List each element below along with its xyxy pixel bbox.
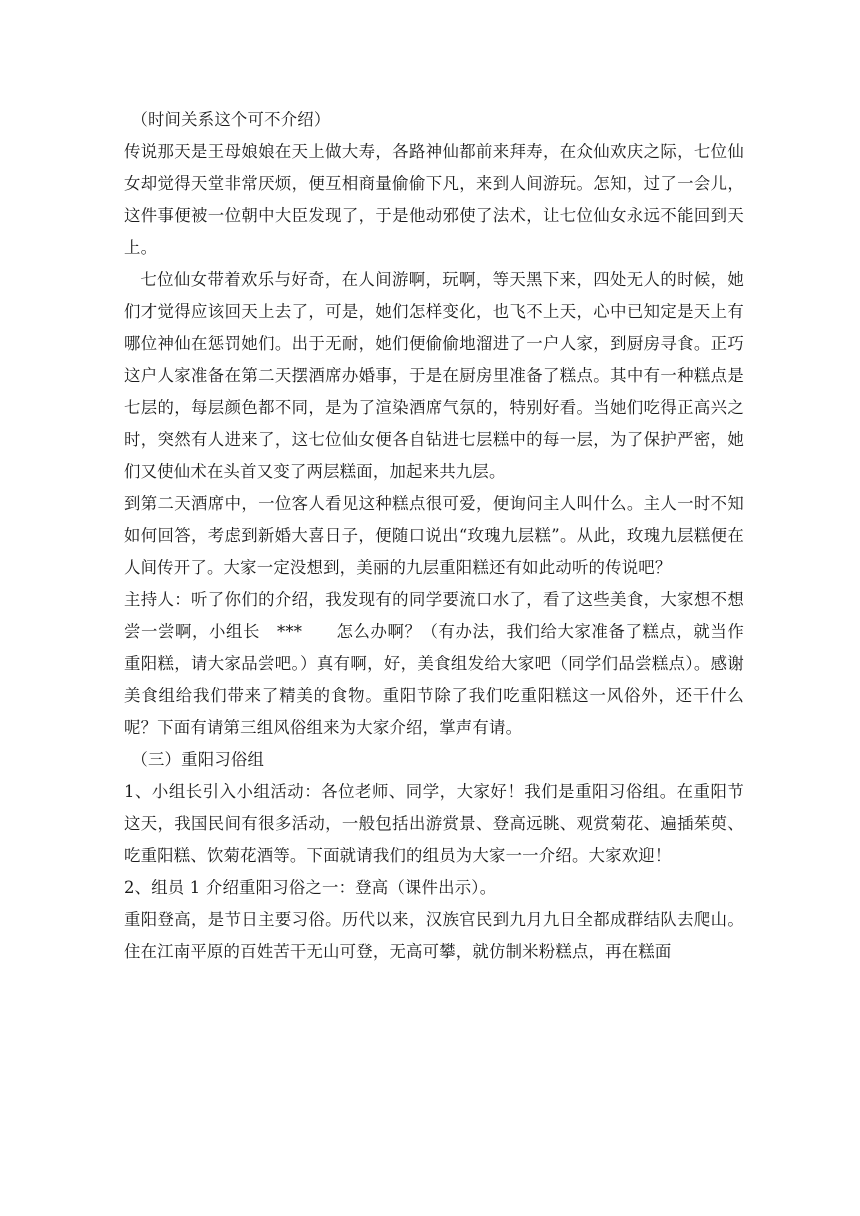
document-body <box>124 104 744 968</box>
paragraph-group-leader-intro: 1、小组长引入小组活动：各位老师、同学，大家好！我们是重阳习俗组。在重阳节这天，我国民间有很多活动，一般包括出游赏景、登高远眺、观赏菊花、遍插茱萸、吃重阳糕、饮菊花酒等。下面就请我们的组员为大家一一介绍。大家欢迎！ <box>124 782 744 865</box>
paragraph-host-speech: 主持人：听了你们的介绍，我发现有的同学要流口水了，看了这些美食，大家想不想尝一尝啊，小组长 *** 怎么办啊？（有办法，我们给大家准备了糕点，就当作重阳糕，请大家品尝吧。）真有啊，好，美食组发给大家吧（同学们品尝糕点）。感谢美食组给我们带来了精美的食物。重阳节除了我们吃重阳糕这一风俗外，还干什么呢？下面有请第三组风俗组来为大家介绍，掌声有请。 <box>124 590 744 737</box>
paragraph-legend-intro: 传说那天是王母娘娘在天上做大寿，各路神仙都前来拜寿，在众仙欢庆之际，七位仙女却觉得天堂非常厌烦，便互相商量偷偷下凡，来到人间游玩。怎知，过了一会儿，这件事便被一位朝中大臣发现了，于是他动邪使了法术，让七位仙女永远不能回到天上。 <box>124 142 744 257</box>
paragraph-note: （时间关系这个可不介绍） <box>131 110 331 129</box>
paragraph-fairies-story: 七位仙女带着欢乐与好奇，在人间游啊，玩啊，等天黑下来，四处无人的时候，她们才觉得应该回天上去了，可是，她们怎样变化，也飞不上天，心中已知定是天上有哪位神仙在惩罚她们。出于无耐，她们便偷偷地溜进了一户人家，到厨房寻食。正巧这户人家准备在第二天摆酒席办婚事，于是在厨房里准备了糕点。其中有一种糕点是七层的，每层颜色都不同，是为了渲染酒席气氛的，特别好看。当她们吃得正高兴之时，突然有人进来了，这七位仙女便各自钻进七层糕中的每一层，为了保护严密，她们又使仙术在头首又变了两层糕面，加起来共九层。 <box>124 270 744 481</box>
paragraph-nine-layer-cake: 到第二天酒席中，一位客人看见这种糕点很可爱，便询问主人叫什么。主人一时不知如何回答，考虑到新婚大喜日子，便随口说出“玫瑰九层糕”。从此，玫瑰九层糕便在人间传开了。大家一定没想到，美丽的九层重阳糕还有如此动听的传说吧？ <box>124 494 744 577</box>
section-heading-customs-group: （三）重阳习俗组 <box>131 750 265 769</box>
paragraph-member-one-climbing: 2、组员 1 介绍重阳习俗之一：登高（课件出示）。 <box>124 878 497 897</box>
paragraph-climbing-custom: 重阳登高，是节日主要习俗。历代以来，汉族官民到九月九日全都成群结队去爬山。住在江南平原的百姓苦干无山可登，无高可攀，就仿制米粉糕点，再在糕面 <box>124 910 744 961</box>
